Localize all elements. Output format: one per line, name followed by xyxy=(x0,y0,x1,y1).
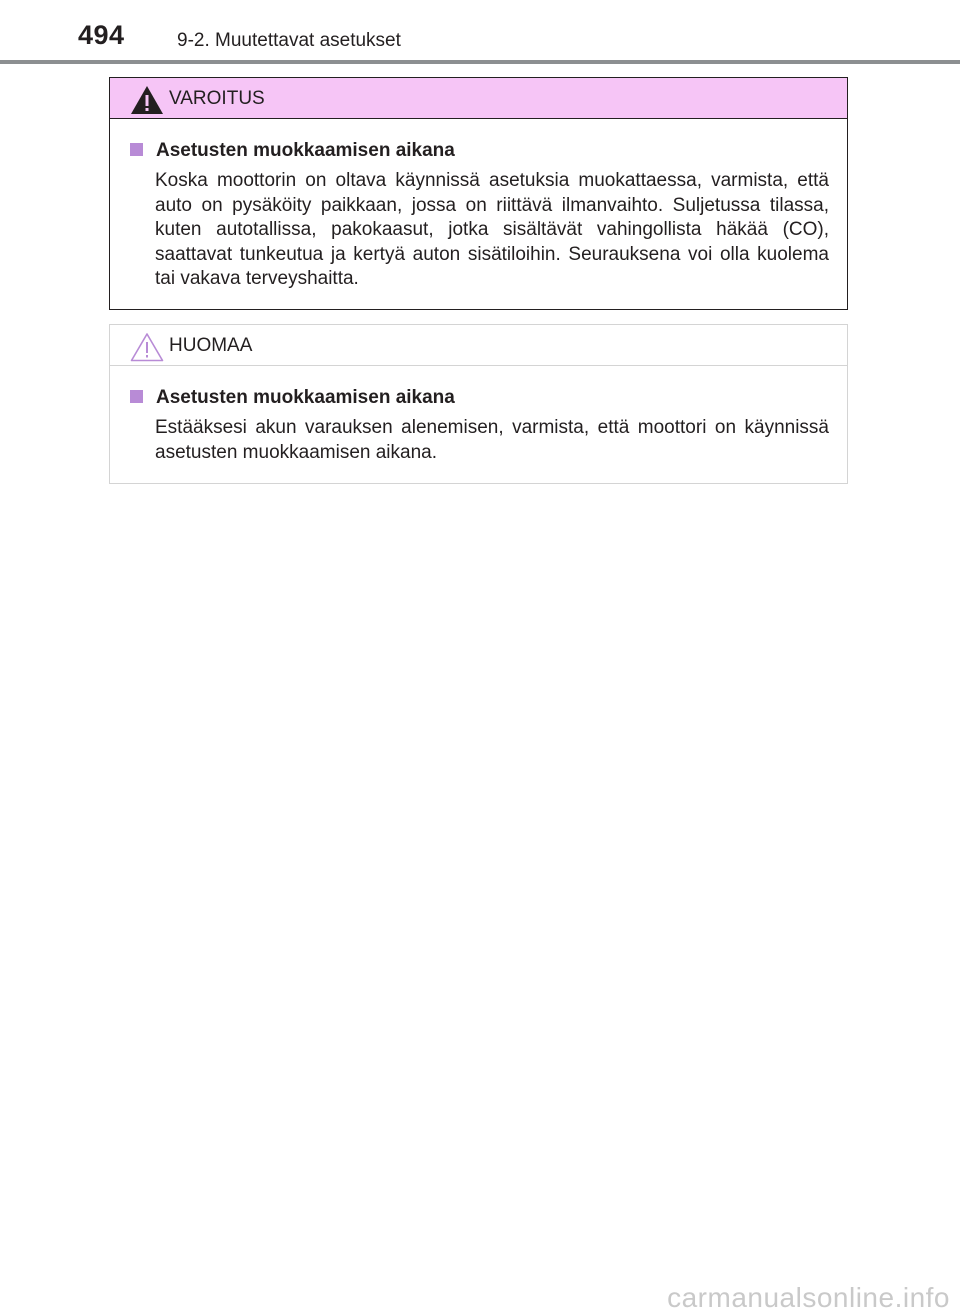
page-number: 494 xyxy=(78,20,125,50)
watermark: carmanualsonline.info xyxy=(667,1282,950,1313)
warning-label: VAROITUS xyxy=(169,88,265,109)
notice-box xyxy=(109,324,848,484)
notice-item-title-text: Asetusten muokkaamisen aikana xyxy=(156,387,455,408)
warning-item-title xyxy=(130,139,829,162)
notice-item-title xyxy=(130,386,829,409)
notice-header xyxy=(110,325,847,366)
square-bullet-icon xyxy=(130,143,143,156)
notice-item-text: Estääksesi akun varauksen alenemisen, varmista, että moottori on käynnissä asetusten muokkaamisen aikana. xyxy=(155,417,829,463)
square-bullet-icon xyxy=(130,390,143,403)
warning-item-title-text: Asetusten muokkaamisen aikana xyxy=(156,140,455,161)
section-title: 9-2. Muutettavat asetukset xyxy=(177,30,401,51)
warning-header xyxy=(110,78,847,119)
notice-label: HUOMAA xyxy=(169,335,253,356)
warning-triangle-icon xyxy=(130,85,164,115)
header-divider xyxy=(0,60,960,64)
warning-body xyxy=(110,119,847,292)
notice-body xyxy=(110,366,847,465)
warning-item-text: Koska moottorin on oltava käynnissä asetuksia muokattaessa, varmista, että auto on pysäköity paikkaan, jossa on riittävä ilmanvaihto. Suljetussa tilassa, kuten autotallissa, pakokaasut, jotka sisältävät vahingollista häkää (CO), saattavat tunkeutua ja kertyä auton sisätiloihin. Seurauksena voi olla kuolema tai vakava terveyshaitta. xyxy=(155,170,829,289)
page-header xyxy=(0,0,960,64)
warning-box xyxy=(109,77,848,310)
caution-outline-triangle-icon xyxy=(130,332,164,362)
